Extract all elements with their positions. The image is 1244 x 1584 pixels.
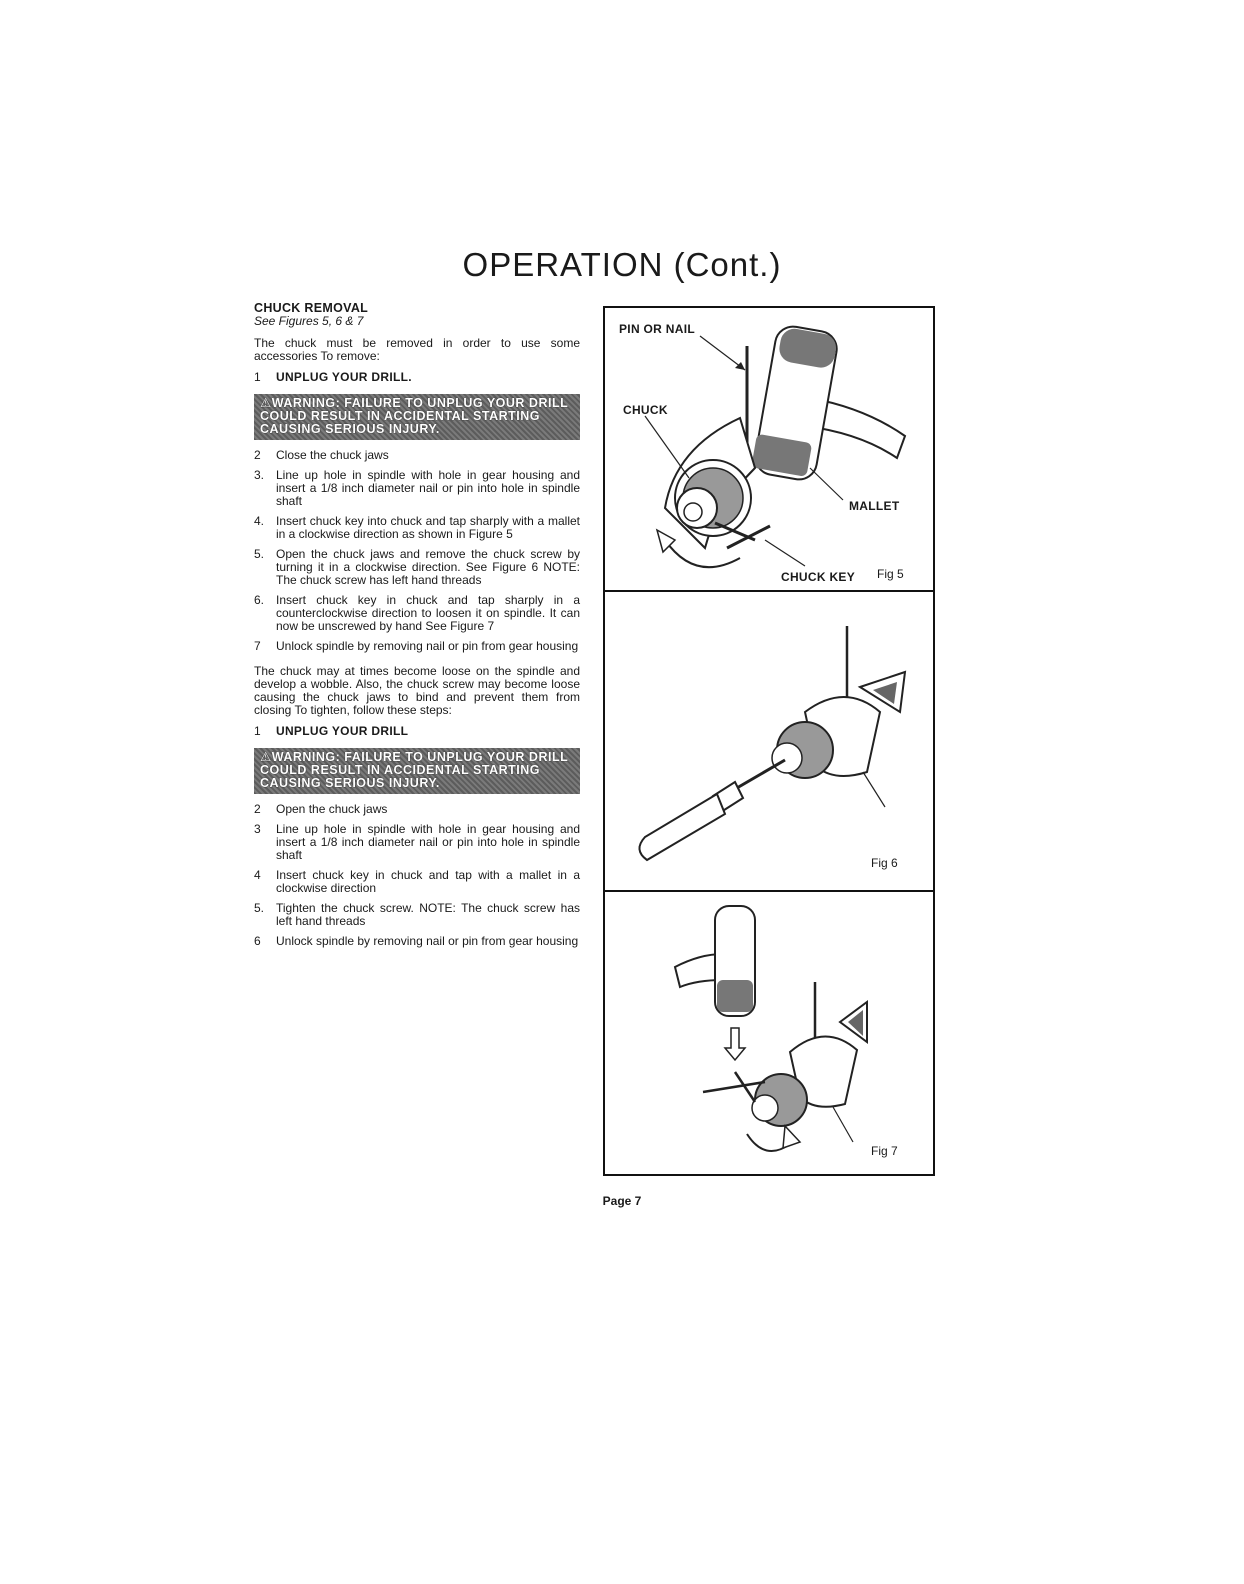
removal-step-1: 1 UNPLUG YOUR DRILL. (254, 370, 412, 384)
removal-step-3: 3. Line up hole in spindle with hole in gear housing and insert a 1/8 inch diameter nail or pin into hole in spindle shaft (254, 468, 580, 508)
removal-step-5: 5. Open the chuck jaws and remove the chuck screw by turning it in a clockwise direction. See Figure 6 NOTE: The chuck screw has left hand threads (254, 547, 580, 587)
figure-6-illustration (605, 592, 933, 890)
intro-paragraph: The chuck must be removed in order to use some accessories To remove: (254, 336, 580, 363)
tighten-step-6: 6 Unlock spindle by removing nail or pin from gear housing (254, 934, 579, 948)
instructions-column (254, 302, 580, 955)
warning-banner-1: ⚠WARNING: FAILURE TO UNPLUG YOUR DRILL COULD RESULT IN ACCIDENTAL STARTING CAUSING SERIOUS INJURY. (254, 394, 580, 440)
removal-step-7: 7 Unlock spindle by removing nail or pin from gear housing (254, 639, 579, 653)
tighten-step-5: 5. Tighten the chuck screw. NOTE: The chuck screw has left hand threads (254, 901, 580, 928)
figure-7-illustration (605, 892, 933, 1174)
chuck-key-label: CHUCK KEY (781, 570, 856, 584)
loose-chuck-paragraph: The chuck may at times become loose on the spindle and develop a wobble. Also, the chuck screw may become loose causing the chuck jaws to bind and prevent them from closing To tighten, follow these steps: (254, 664, 580, 717)
figure-5-illustration (605, 308, 933, 590)
tighten-step-3: 3 Line up hole in spindle with hole in gear housing and insert a 1/8 inch diameter nail or pin into hole in spindle shaft (254, 822, 580, 862)
pin-or-nail-label: PIN OR NAIL (619, 322, 695, 336)
section-heading: CHUCK REMOVAL (254, 301, 369, 315)
tighten-step-1: 1 UNPLUG YOUR DRILL (254, 724, 409, 738)
page-title: OPERATION (Cont.) (462, 246, 782, 283)
figure-7-panel (605, 892, 933, 1174)
figure-6-panel (605, 592, 933, 892)
figure-7-caption: Fig 7 (871, 1144, 898, 1158)
page-number: Page 7 (602, 1194, 642, 1208)
tighten-step-4: 4 Insert chuck key in chuck and tap with a mallet in a clockwise direction (254, 868, 580, 895)
mallet-label: MALLET (849, 499, 900, 513)
tighten-step-2: 2 Open the chuck jaws (254, 802, 388, 816)
removal-step-4: 4. Insert chuck key into chuck and tap sharply with a mallet in a clockwise direction as shown in Figure 5 (254, 514, 580, 541)
figure-5-panel (605, 308, 933, 592)
removal-step-6: 6. Insert chuck key in chuck and tap sharply in a counterclockwise direction to loosen it on spindle. It can now be unscrewed by hand See Figure 7 (254, 593, 580, 633)
figure-5-caption: Fig 5 (877, 567, 904, 581)
figures-box (603, 306, 935, 1176)
removal-step-2: 2 Close the chuck jaws (254, 448, 389, 462)
section-subheading: See Figures 5, 6 & 7 (254, 314, 364, 328)
figure-6-caption: Fig 6 (871, 856, 898, 870)
warning-banner-2: ⚠WARNING: FAILURE TO UNPLUG YOUR DRILL COULD RESULT IN ACCIDENTAL STARTING CAUSING SERIOUS INJURY. (254, 748, 580, 794)
chuck-label: CHUCK (623, 403, 668, 417)
